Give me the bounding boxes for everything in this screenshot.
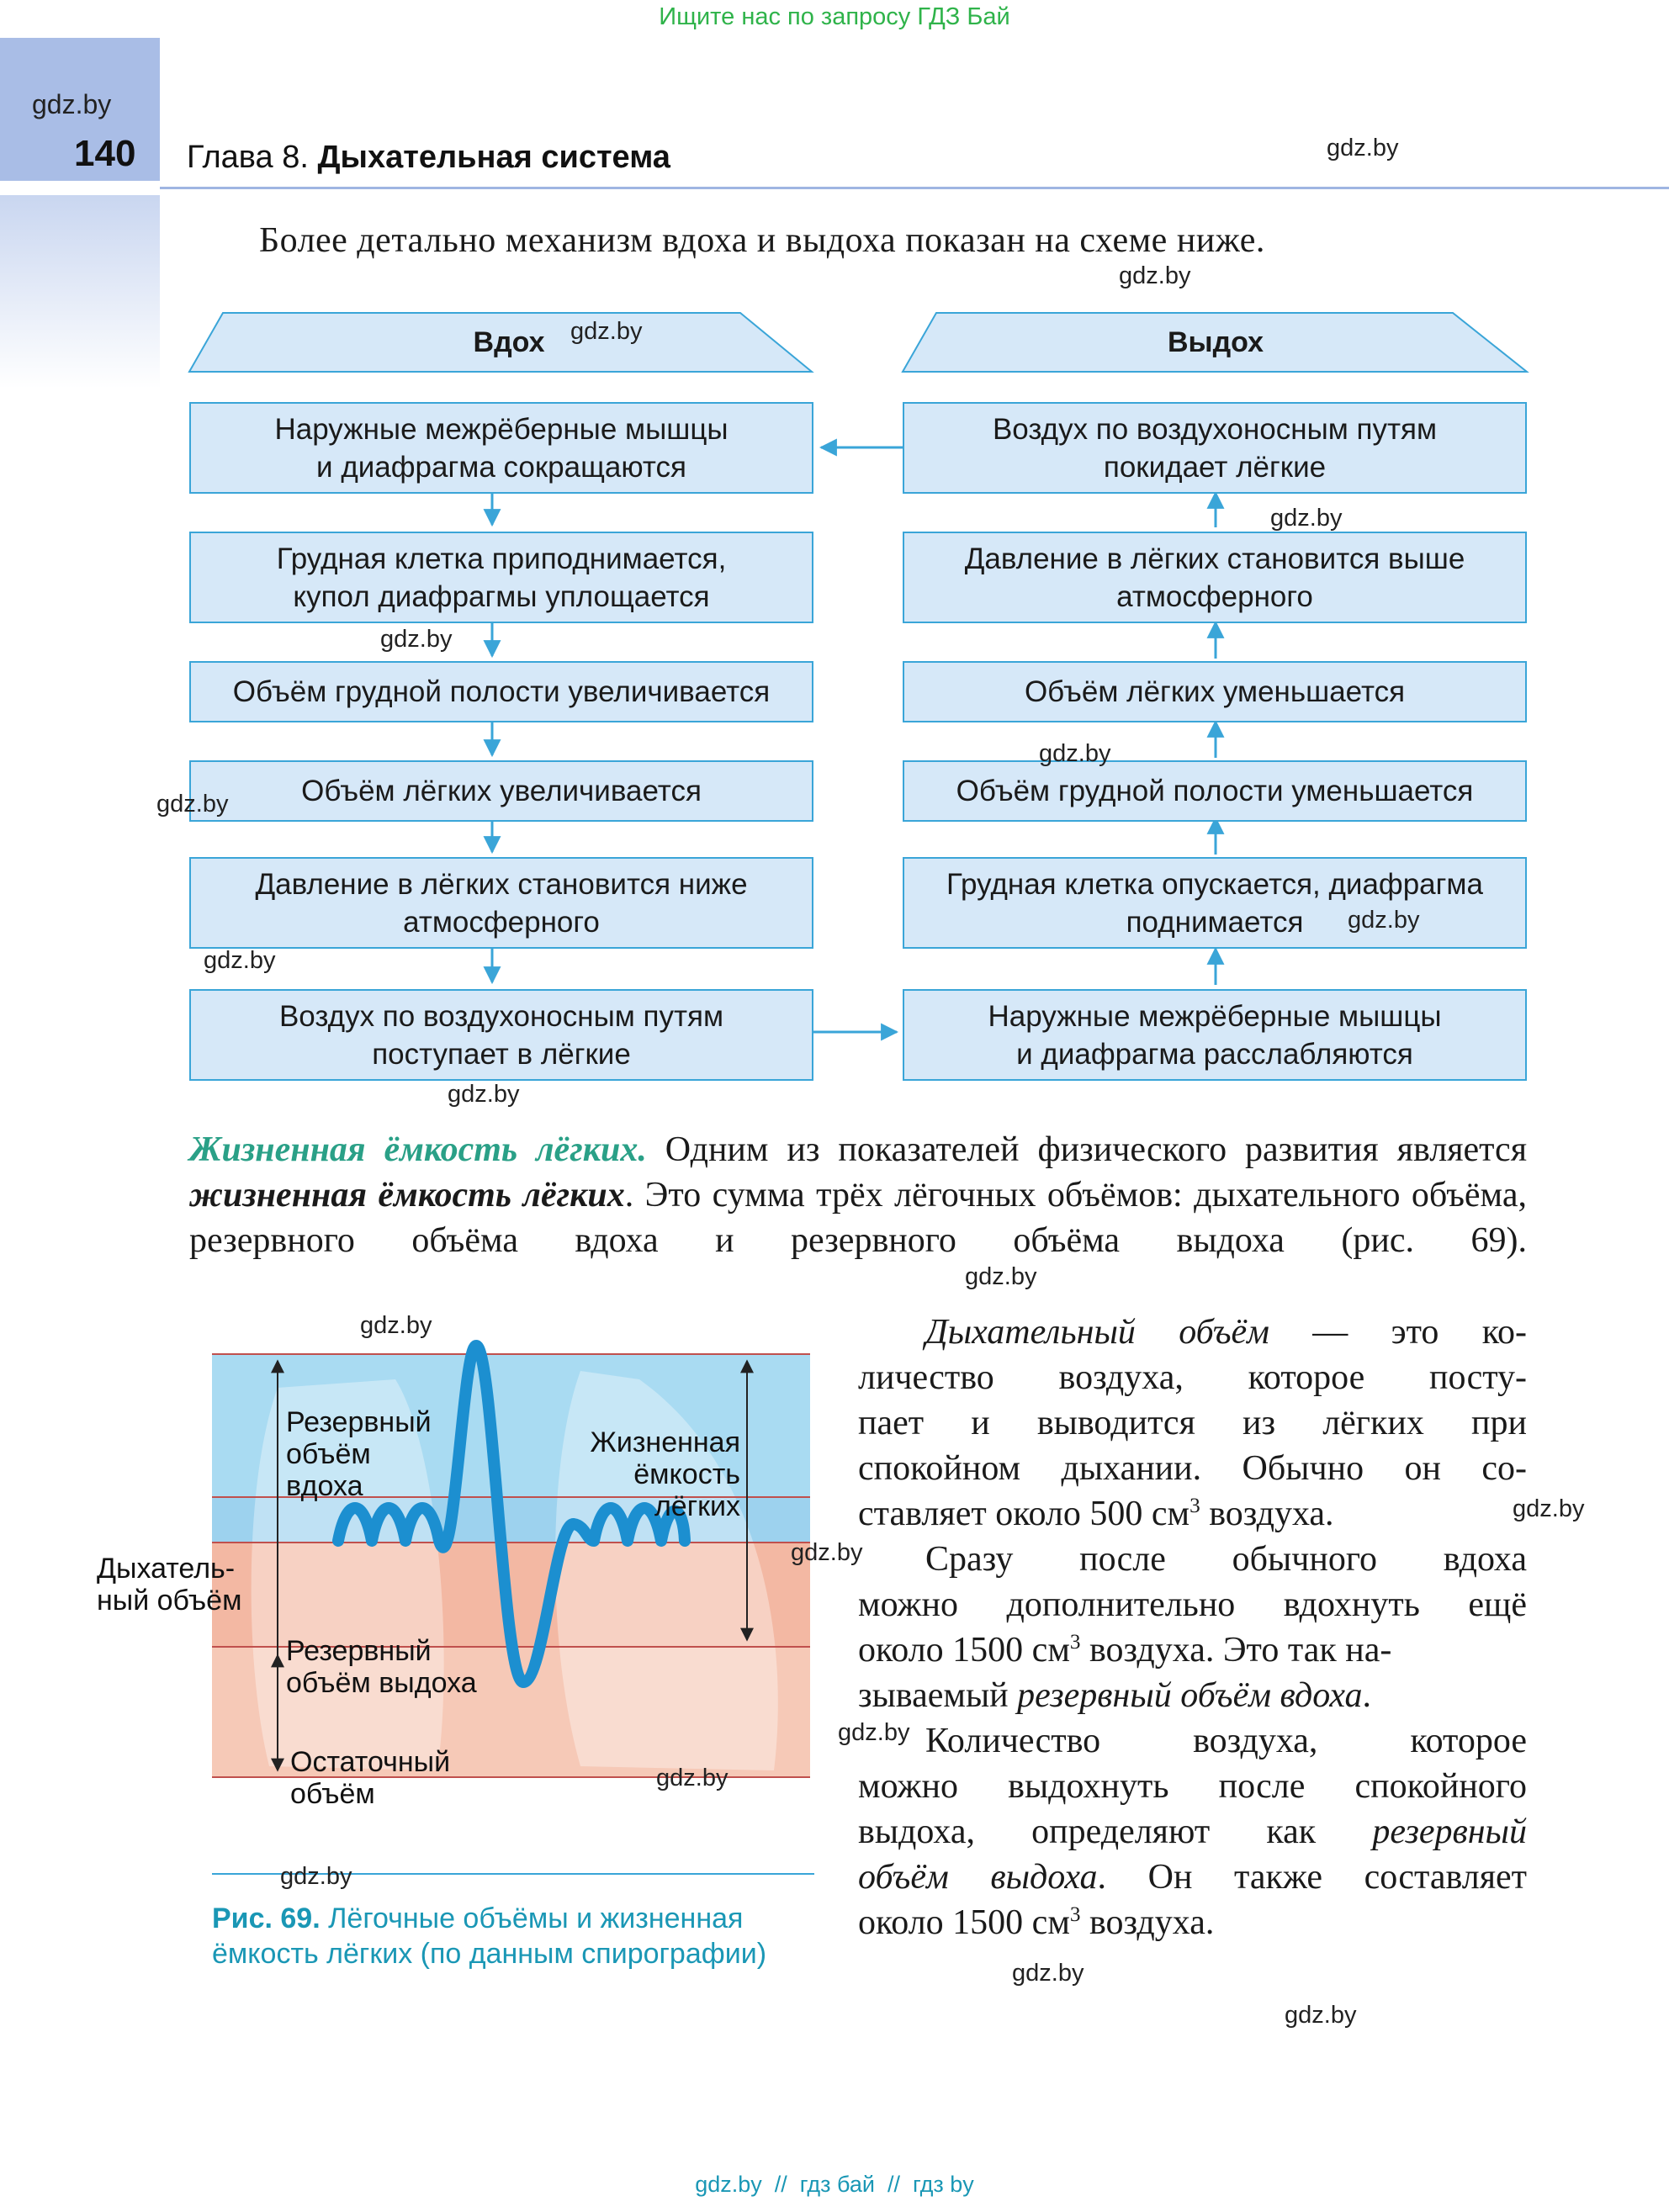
page-number: 140: [74, 133, 136, 174]
watermark: gdz.by: [1119, 262, 1191, 289]
inhale-step-2: Грудная клетка приподнимается, купол диафрагмы уплощается: [189, 532, 813, 623]
intro-text: Более детально механизм вдоха и выдоха показан на схеме ниже.: [259, 221, 1265, 260]
exhale-step-4: Объём грудной полости уменьшается: [903, 760, 1527, 822]
watermark: gdz.by: [1285, 2002, 1357, 2029]
right-line-7: можно дополнительно вдохнуть ещё: [858, 1585, 1527, 1624]
footer-links[interactable]: gdz.by // гдз бай // гдз by: [695, 2172, 974, 2197]
right-line-1: Дыхательный объём — это ко-: [925, 1313, 1527, 1352]
site-banner: Ищите нас по запросу ГДЗ Бай: [659, 3, 1010, 30]
label-erv: Резервный объём выдоха: [286, 1635, 477, 1699]
chapter-title: Дыхательная система: [317, 140, 670, 175]
exhale-step-1: Воздух по воздухоносным путям покидает лёгкие: [903, 402, 1527, 494]
right-line-6: Сразу после обычного вдоха: [925, 1540, 1527, 1579]
watermark: gdz.by: [32, 89, 112, 119]
inhale-step-5: Давление в лёгких становится ниже атмосферного: [189, 857, 813, 949]
right-line-4: спокойном дыхании. Обычно он со-: [858, 1449, 1527, 1488]
section-term: жизненная ёмкость лёгких: [189, 1176, 625, 1214]
watermark: gdz.by: [360, 1312, 432, 1339]
watermark: gdz.by: [204, 947, 276, 974]
label-vc: Жизненная ёмкость лёгких: [590, 1426, 740, 1522]
watermark: gdz.by: [965, 1263, 1037, 1290]
figure-caption: [212, 1901, 766, 1971]
caption-text: Лёгочные объёмы и жизненная ёмкость лёгких (по данным спирографии): [212, 1902, 767, 1970]
watermark: gdz.by: [1348, 907, 1420, 934]
exhale-step-2: Давление в лёгких становится выше атмосферного: [903, 532, 1527, 623]
right-line-8: около 1500 $см^3$ воздуха. Это так на-: [858, 1631, 1392, 1670]
term-irv: резервный объём вдоха: [1017, 1676, 1363, 1715]
watermark: gdz.by: [280, 1863, 352, 1890]
watermark: gdz.by: [448, 1081, 520, 1108]
section-lead: Жизненная ёмкость лёгких.: [189, 1130, 647, 1169]
right-line-13: объём выдоха. Он также составляет: [858, 1858, 1528, 1897]
watermark: gdz.by: [791, 1539, 863, 1566]
exhale-step-3: Объём лёгких уменьшается: [903, 661, 1527, 722]
section-text-1: Одним из показателей физического развития является: [646, 1130, 1528, 1169]
watermark: gdz.by: [1039, 740, 1111, 767]
caption-number: Рис. 69.: [212, 1902, 321, 1934]
exhale-step-5: Грудная клетка опускается, диафрагма поднимается: [903, 857, 1527, 949]
watermark: gdz.by: [1513, 1495, 1585, 1522]
watermark: gdz.by: [1270, 505, 1343, 532]
right-line-2: личество воздуха, которое посту-: [858, 1358, 1527, 1397]
right-line-11: можно выдохнуть после спокойного: [858, 1767, 1527, 1806]
right-line-3: пает и выводится из лёгких при: [858, 1404, 1527, 1442]
label-residual: Остаточный объём: [290, 1746, 451, 1810]
term-erv-2: объём выдоха: [858, 1858, 1098, 1897]
right-line-14: около 1500 $см^3$ воздуха.: [858, 1903, 1215, 1942]
inhale-step-1: Наружные межрёберные мышцы и диафрагма сокращаются: [189, 402, 813, 494]
inhale-step-6: Воздух по воздухоносным путям поступает в лёгкие: [189, 989, 813, 1081]
watermark: gdz.by: [1327, 135, 1399, 161]
section-text-2: . Это сумма трёх лёгочных объёмов: дыхательного объёма, резервного объёма вдоха и резервного объёма выдоха (рис. 69).: [189, 1176, 1527, 1260]
inhale-step-4: Объём лёгких увеличивается: [189, 760, 813, 822]
chapter-prefix: Глава 8.: [187, 140, 309, 175]
watermark: gdz.by: [838, 1719, 910, 1746]
watermark: gdz.by: [1012, 1960, 1084, 1987]
watermark: gdz.by: [380, 626, 453, 653]
right-line-12: выдоха, определяют как резервный: [858, 1812, 1528, 1851]
term-tidal: Дыхательный объём: [925, 1313, 1269, 1352]
term-erv-1: резервный: [1372, 1812, 1528, 1851]
right-line-5: ставляет около 500 $см^3$ воздуха.: [858, 1495, 1334, 1533]
watermark: gdz.by: [156, 791, 229, 818]
watermark: gdz.by: [656, 1765, 729, 1791]
right-line-10: Количество воздуха, которое: [925, 1722, 1527, 1760]
inhale-step-3: Объём грудной полости увеличивается: [189, 661, 813, 722]
right-line-9: зываемый резервный объём вдоха.: [858, 1676, 1371, 1715]
watermark: gdz.by: [570, 318, 643, 345]
section-paragraph: [189, 1127, 1527, 1263]
exhale-step-6: Наружные межрёберные мышцы и диафрагма расслабляются: [903, 989, 1527, 1081]
inhale-title: Вдох: [473, 326, 545, 358]
exhale-title: Выдох: [1167, 326, 1264, 358]
label-tidal: Дыхатель- ный объём: [97, 1553, 242, 1617]
label-irv: Резервный объём вдоха: [286, 1406, 432, 1502]
